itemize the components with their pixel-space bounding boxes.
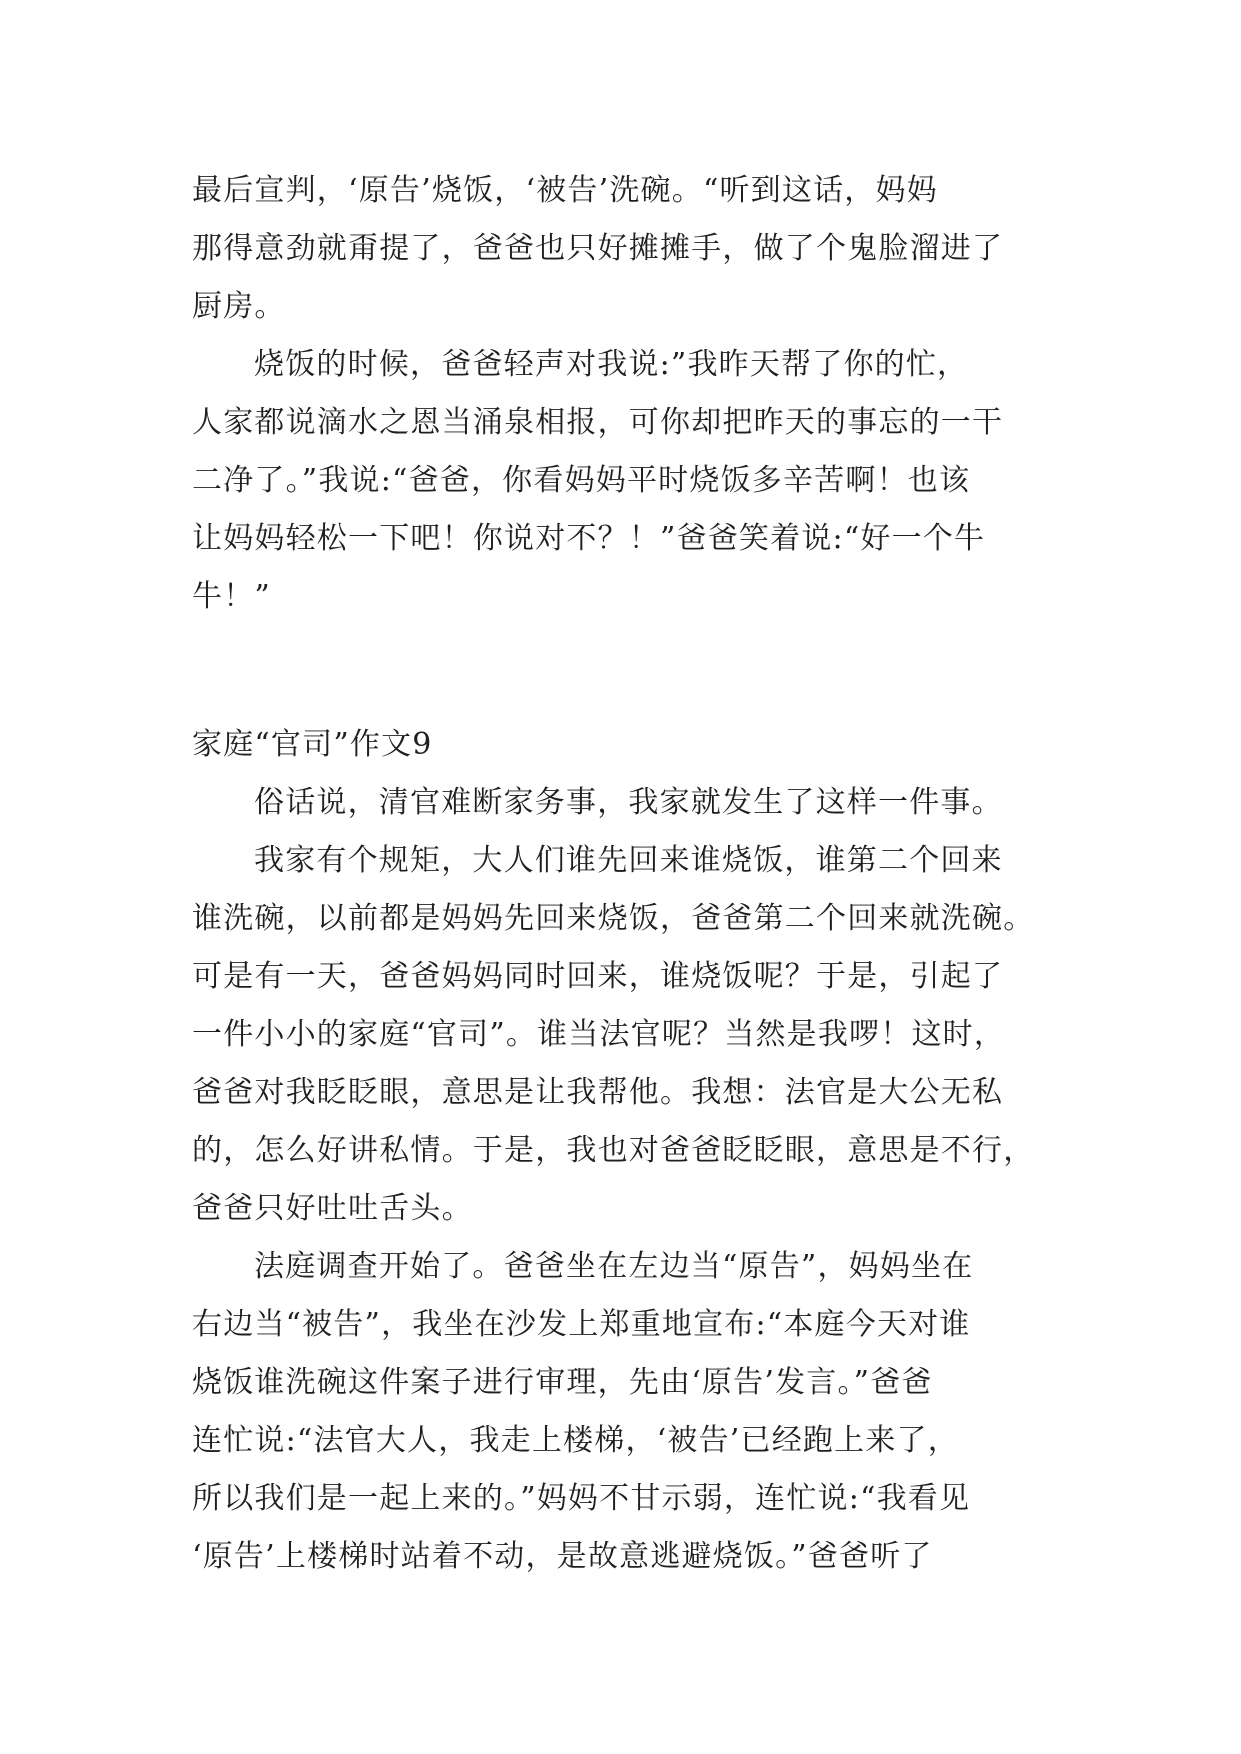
text-line: 最后宣判，‘原告’烧饭，‘被告’洗碗。“听到这话，妈妈 [192, 173, 938, 208]
text-line: 一件小小的家庭“官司”。谁当法官呢？当然是我啰！这时， [192, 1017, 1006, 1052]
document-body [192, 162, 1054, 1586]
text-line: 烧饭的时候，爸爸轻声对我说:”我昨天帮了你的忙， [254, 347, 969, 382]
paragraph-top [192, 162, 1054, 336]
paragraph-4 [192, 832, 1054, 1238]
text-line: 右边当“被告”，我坐在沙发上郑重地宣布:“本庭今天对谁 [192, 1307, 971, 1342]
text-line: 法庭调查开始了。爸爸坐在左边当“原告”，妈妈坐在 [254, 1249, 974, 1284]
text-line: ‘原告’上楼梯时站着不动，是故意逃避烧饭。”爸爸听了 [192, 1539, 933, 1574]
section-gap [192, 626, 1054, 716]
text-line: 谁洗碗，以前都是妈妈先回来烧饭，爸爸第二个回来就洗碗。 [192, 901, 1035, 936]
text-line: 爸爸对我眨眨眼，意思是让我帮他。我想：法官是大公无私 [192, 1075, 1004, 1110]
text-line: 牛！” [192, 579, 271, 614]
text-line: 那得意劲就甭提了，爸爸也只好摊摊手，做了个鬼脸溜进了 [192, 231, 1004, 266]
text-line: 烧饭谁洗碗这件案子进行审理，先由‘原告’发言。”爸爸 [192, 1365, 933, 1400]
text-line: 爸爸只好吐吐舌头。 [192, 1191, 473, 1226]
paragraph-2 [192, 336, 1054, 626]
text-line: 我家有个规矩，大人们谁先回来谁烧饭，谁第二个回来 [254, 843, 1003, 878]
text-line: 让妈妈轻松一下吧！你说对不？！”爸爸笑着说:“好一个牛 [192, 521, 986, 556]
text-line: 连忙说:“法官大人，我走上楼梯，‘被告’已经跑上来了， [192, 1423, 959, 1458]
text-line: 人家都说滴水之恩当涌泉相报，可你却把昨天的事忘的一干 [192, 405, 1004, 440]
text-line: 厨房。 [192, 289, 286, 324]
text-line: 俗话说，清官难断家务事，我家就发生了这样一件事。 [254, 785, 1003, 820]
paragraph-5 [192, 1238, 1054, 1586]
paragraph-3 [192, 774, 1054, 832]
text-line: 的，怎么好讲私情。于是，我也对爸爸眨眨眼，意思是不行， [192, 1133, 1035, 1168]
text-line: 二净了。”我说:“爸爸，你看妈妈平时烧饭多辛苦啊！也该 [192, 463, 971, 498]
section-title: 家庭“官司”作文9 [192, 727, 433, 762]
text-line: 所以我们是一起上来的。”妈妈不甘示弱，连忙说:“我看见 [192, 1481, 971, 1516]
text-line: 可是有一天，爸爸妈妈同时回来，谁烧饭呢？于是，引起了 [192, 959, 1004, 994]
